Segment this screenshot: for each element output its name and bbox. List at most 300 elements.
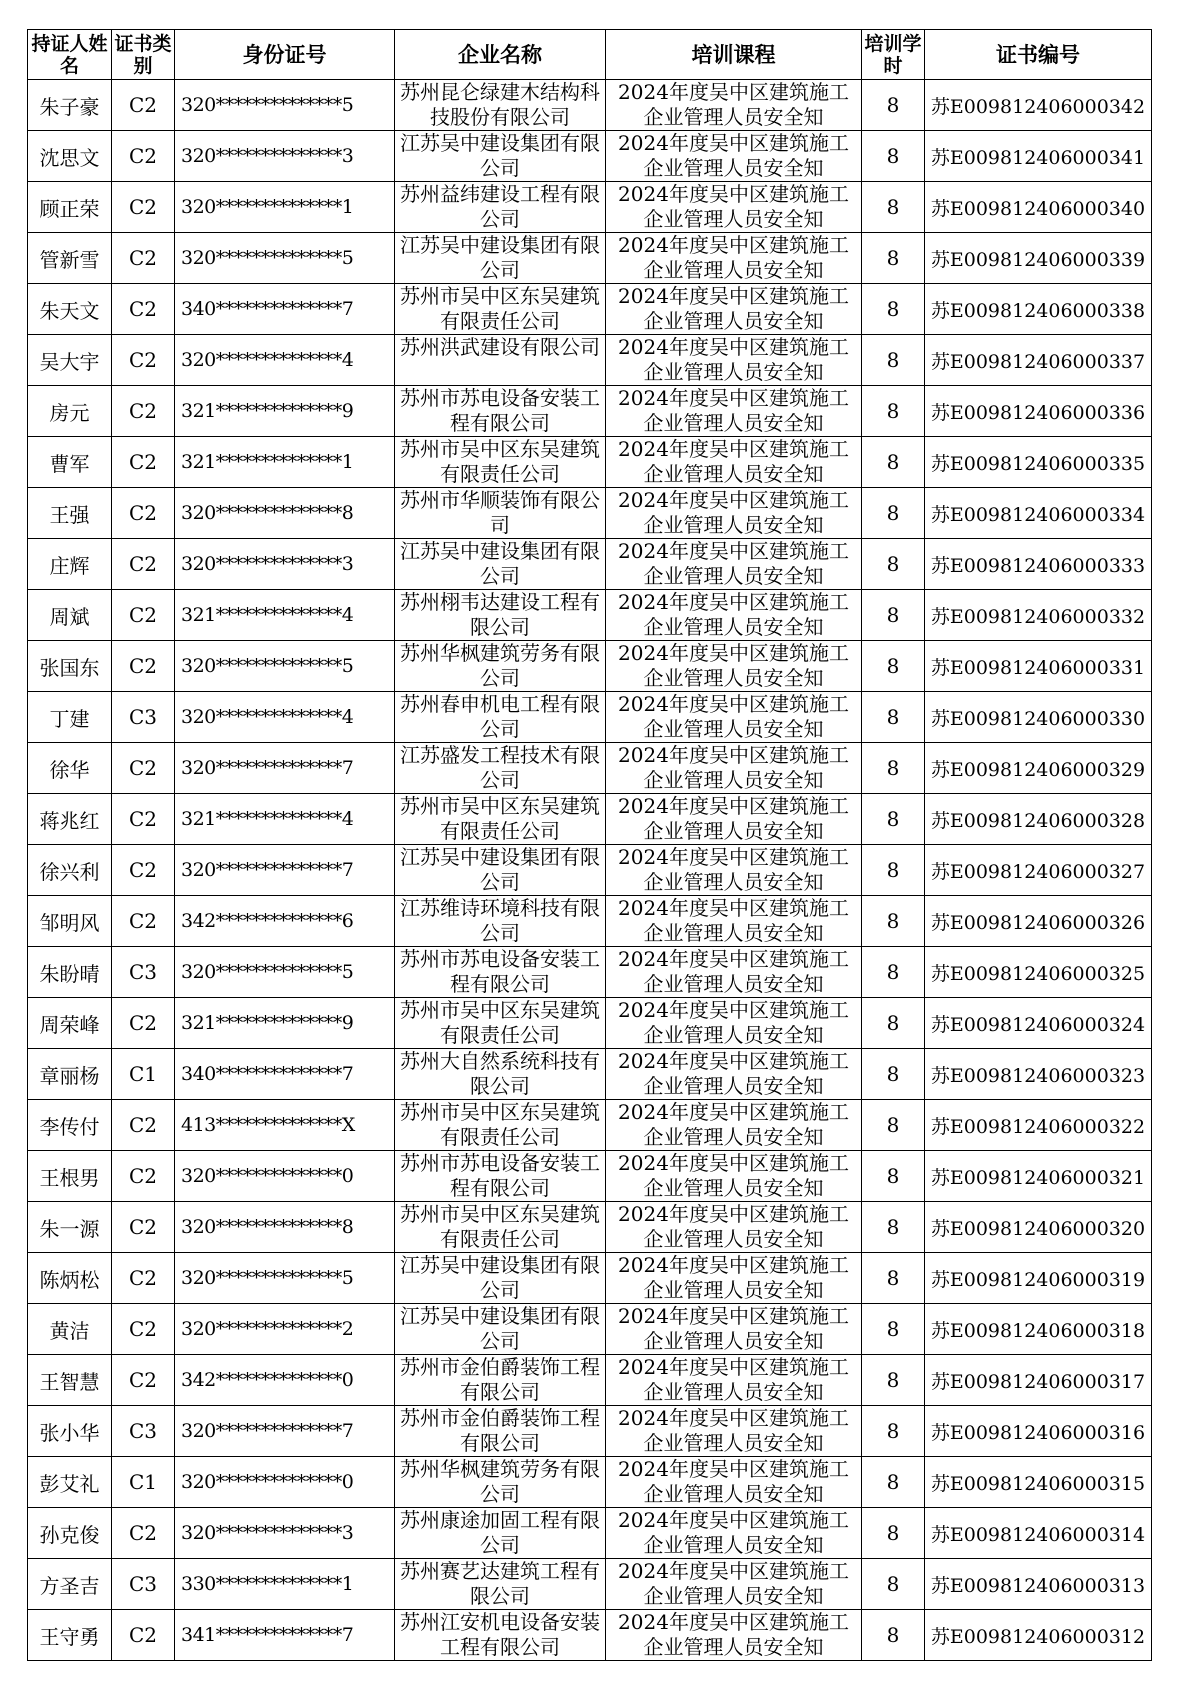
table-row bbox=[28, 1304, 1152, 1355]
cell-name: 周斌 bbox=[28, 590, 112, 641]
table-row bbox=[28, 1253, 1152, 1304]
cell-name: 顾正荣 bbox=[28, 182, 112, 233]
table-row bbox=[28, 1406, 1152, 1457]
cell-hours: 8 bbox=[862, 539, 925, 590]
cell-company-text: 苏州益纬建设工程有限公司 bbox=[400, 182, 600, 231]
cell-course bbox=[606, 1559, 862, 1610]
cell-category: C2 bbox=[112, 335, 175, 386]
cell-category: C2 bbox=[112, 641, 175, 692]
cell-company-text: 江苏吴中建设集团有限公司 bbox=[400, 1253, 600, 1302]
cell-course-text: 2024年度吴中区建筑施工企业管理人员安全知 bbox=[618, 743, 849, 792]
cell-category: C2 bbox=[112, 386, 175, 437]
cell-company bbox=[395, 539, 606, 590]
cell-hours: 8 bbox=[862, 692, 925, 743]
cell-category: C2 bbox=[112, 539, 175, 590]
cell-cert-number: 苏E009812406000324 bbox=[925, 998, 1152, 1049]
cell-course-text: 2024年度吴中区建筑施工企业管理人员安全知 bbox=[618, 641, 849, 690]
table-row bbox=[28, 488, 1152, 539]
cell-id-number: 320**************3 bbox=[175, 539, 395, 590]
cell-company bbox=[395, 1100, 606, 1151]
table-row bbox=[28, 1610, 1152, 1661]
cell-company bbox=[395, 284, 606, 335]
cell-name: 徐兴利 bbox=[28, 845, 112, 896]
cell-category: C2 bbox=[112, 1100, 175, 1151]
cell-name: 蒋兆红 bbox=[28, 794, 112, 845]
cell-course bbox=[606, 386, 862, 437]
cell-name: 章丽杨 bbox=[28, 1049, 112, 1100]
cell-company-text: 苏州市苏电设备安装工程有限公司 bbox=[400, 386, 600, 435]
cell-name: 孙克俊 bbox=[28, 1508, 112, 1559]
cell-cert-number: 苏E009812406000316 bbox=[925, 1406, 1152, 1457]
cell-category: C2 bbox=[112, 233, 175, 284]
cell-cert-number: 苏E009812406000327 bbox=[925, 845, 1152, 896]
cell-hours: 8 bbox=[862, 743, 925, 794]
header-course: 培训课程 bbox=[606, 30, 862, 80]
cell-cert-number: 苏E009812406000314 bbox=[925, 1508, 1152, 1559]
cell-name: 李传付 bbox=[28, 1100, 112, 1151]
cell-company bbox=[395, 1457, 606, 1508]
cell-company bbox=[395, 641, 606, 692]
cell-company-text: 苏州康途加固工程有限公司 bbox=[400, 1508, 600, 1557]
table-row bbox=[28, 1508, 1152, 1559]
cell-course bbox=[606, 1457, 862, 1508]
cell-course bbox=[606, 1508, 862, 1559]
cell-id-number: 321**************4 bbox=[175, 590, 395, 641]
cell-cert-number: 苏E009812406000336 bbox=[925, 386, 1152, 437]
cell-cert-number: 苏E009812406000340 bbox=[925, 182, 1152, 233]
cell-cert-number: 苏E009812406000315 bbox=[925, 1457, 1152, 1508]
cell-course-text: 2024年度吴中区建筑施工企业管理人员安全知 bbox=[618, 1559, 849, 1608]
cell-hours: 8 bbox=[862, 1406, 925, 1457]
cell-company bbox=[395, 1610, 606, 1661]
cell-name: 庄辉 bbox=[28, 539, 112, 590]
cell-course-text: 2024年度吴中区建筑施工企业管理人员安全知 bbox=[618, 1355, 849, 1404]
cell-course bbox=[606, 947, 862, 998]
cell-name: 徐华 bbox=[28, 743, 112, 794]
cell-category: C2 bbox=[112, 131, 175, 182]
cell-hours: 8 bbox=[862, 947, 925, 998]
cell-category: C1 bbox=[112, 1457, 175, 1508]
cell-id-number: 320**************2 bbox=[175, 1304, 395, 1355]
cell-name: 房元 bbox=[28, 386, 112, 437]
cell-company bbox=[395, 233, 606, 284]
cell-id-number: 340**************7 bbox=[175, 1049, 395, 1100]
cell-company bbox=[395, 386, 606, 437]
cell-hours: 8 bbox=[862, 1202, 925, 1253]
cell-company bbox=[395, 1304, 606, 1355]
header-company: 企业名称 bbox=[395, 30, 606, 80]
cell-name: 朱子豪 bbox=[28, 80, 112, 131]
cell-name: 张小华 bbox=[28, 1406, 112, 1457]
cell-company-text: 苏州华枫建筑劳务有限公司 bbox=[400, 1457, 600, 1506]
cell-cert-number: 苏E009812406000332 bbox=[925, 590, 1152, 641]
cell-hours: 8 bbox=[862, 1508, 925, 1559]
cell-id-number: 320**************4 bbox=[175, 335, 395, 386]
cell-course-text: 2024年度吴中区建筑施工企业管理人员安全知 bbox=[618, 896, 849, 945]
cell-category: C2 bbox=[112, 896, 175, 947]
cell-cert-number: 苏E009812406000328 bbox=[925, 794, 1152, 845]
cell-id-number: 320**************7 bbox=[175, 845, 395, 896]
cell-course-text: 2024年度吴中区建筑施工企业管理人员安全知 bbox=[618, 1406, 849, 1455]
cell-company bbox=[395, 845, 606, 896]
cell-company-text: 苏州市吴中区东吴建筑有限责任公司 bbox=[400, 794, 600, 843]
cell-course bbox=[606, 896, 862, 947]
cell-category: C2 bbox=[112, 488, 175, 539]
cell-category: C2 bbox=[112, 182, 175, 233]
cell-hours: 8 bbox=[862, 182, 925, 233]
cell-course-text: 2024年度吴中区建筑施工企业管理人员安全知 bbox=[618, 182, 849, 231]
cell-course-text: 2024年度吴中区建筑施工企业管理人员安全知 bbox=[618, 335, 849, 384]
cell-company bbox=[395, 896, 606, 947]
cell-course-text: 2024年度吴中区建筑施工企业管理人员安全知 bbox=[618, 539, 849, 588]
cell-name: 管新雪 bbox=[28, 233, 112, 284]
cell-cert-number: 苏E009812406000329 bbox=[925, 743, 1152, 794]
cell-company bbox=[395, 947, 606, 998]
cell-company bbox=[395, 743, 606, 794]
cell-course bbox=[606, 692, 862, 743]
table-row bbox=[28, 386, 1152, 437]
cell-company-text: 江苏吴中建设集团有限公司 bbox=[400, 539, 600, 588]
cell-hours: 8 bbox=[862, 335, 925, 386]
cell-hours: 8 bbox=[862, 998, 925, 1049]
cell-name: 邹明风 bbox=[28, 896, 112, 947]
cell-hours: 8 bbox=[862, 794, 925, 845]
cell-hours: 8 bbox=[862, 896, 925, 947]
table-row bbox=[28, 845, 1152, 896]
cell-company bbox=[395, 1151, 606, 1202]
cell-name: 朱一源 bbox=[28, 1202, 112, 1253]
cell-company bbox=[395, 1202, 606, 1253]
cell-course-text: 2024年度吴中区建筑施工企业管理人员安全知 bbox=[618, 386, 849, 435]
cell-category: C2 bbox=[112, 1202, 175, 1253]
cell-course-text: 2024年度吴中区建筑施工企业管理人员安全知 bbox=[618, 692, 849, 741]
cell-cert-number: 苏E009812406000322 bbox=[925, 1100, 1152, 1151]
cell-course bbox=[606, 437, 862, 488]
cell-id-number: 320**************5 bbox=[175, 641, 395, 692]
cell-course-text: 2024年度吴中区建筑施工企业管理人员安全知 bbox=[618, 1202, 849, 1251]
cell-course-text: 2024年度吴中区建筑施工企业管理人员安全知 bbox=[618, 80, 849, 129]
table-row bbox=[28, 131, 1152, 182]
cell-company-text: 苏州赛艺达建筑工程有限公司 bbox=[400, 1559, 600, 1608]
cell-category: C2 bbox=[112, 1304, 175, 1355]
cell-company-text: 江苏维诗环境科技有限公司 bbox=[400, 896, 600, 945]
cell-company-text: 苏州市吴中区东吴建筑有限责任公司 bbox=[400, 998, 600, 1047]
header-hours: 培训学时 bbox=[862, 30, 925, 80]
cell-company bbox=[395, 1355, 606, 1406]
cell-hours: 8 bbox=[862, 641, 925, 692]
header-category: 证书类别 bbox=[112, 30, 175, 80]
table-row bbox=[28, 1049, 1152, 1100]
cell-cert-number: 苏E009812406000326 bbox=[925, 896, 1152, 947]
cell-cert-number: 苏E009812406000317 bbox=[925, 1355, 1152, 1406]
cell-name: 丁建 bbox=[28, 692, 112, 743]
cell-id-number: 320**************0 bbox=[175, 1457, 395, 1508]
cell-course bbox=[606, 1406, 862, 1457]
cell-category: C2 bbox=[112, 284, 175, 335]
cell-id-number: 321**************4 bbox=[175, 794, 395, 845]
certificate-table bbox=[27, 29, 1152, 1661]
cell-company-text: 江苏吴中建设集团有限公司 bbox=[400, 845, 600, 894]
cell-category: C2 bbox=[112, 1253, 175, 1304]
table-row bbox=[28, 641, 1152, 692]
cell-course-text: 2024年度吴中区建筑施工企业管理人员安全知 bbox=[618, 284, 849, 333]
cell-category: C2 bbox=[112, 845, 175, 896]
cell-company-text: 江苏吴中建设集团有限公司 bbox=[400, 233, 600, 282]
cell-course-text: 2024年度吴中区建筑施工企业管理人员安全知 bbox=[618, 1049, 849, 1098]
table-row bbox=[28, 233, 1152, 284]
cell-course bbox=[606, 1355, 862, 1406]
cell-course bbox=[606, 284, 862, 335]
header-id-number: 身份证号 bbox=[175, 30, 395, 80]
cell-hours: 8 bbox=[862, 233, 925, 284]
cell-name: 吴大宇 bbox=[28, 335, 112, 386]
header-row bbox=[28, 30, 1152, 80]
cell-id-number: 330**************1 bbox=[175, 1559, 395, 1610]
cell-cert-number: 苏E009812406000321 bbox=[925, 1151, 1152, 1202]
cell-cert-number: 苏E009812406000318 bbox=[925, 1304, 1152, 1355]
cell-course bbox=[606, 1610, 862, 1661]
cell-cert-number: 苏E009812406000323 bbox=[925, 1049, 1152, 1100]
cell-category: C3 bbox=[112, 692, 175, 743]
header-cert-number: 证书编号 bbox=[925, 30, 1152, 80]
cell-id-number: 321**************9 bbox=[175, 998, 395, 1049]
cell-course-text: 2024年度吴中区建筑施工企业管理人员安全知 bbox=[618, 1457, 849, 1506]
cell-company-text: 苏州市吴中区东吴建筑有限责任公司 bbox=[400, 284, 600, 333]
cell-course bbox=[606, 590, 862, 641]
cell-company-text: 江苏吴中建设集团有限公司 bbox=[400, 1304, 600, 1353]
cell-course bbox=[606, 998, 862, 1049]
cell-course bbox=[606, 233, 862, 284]
cell-category: C2 bbox=[112, 590, 175, 641]
cell-company bbox=[395, 692, 606, 743]
cell-name: 彭艾礼 bbox=[28, 1457, 112, 1508]
table-row bbox=[28, 437, 1152, 488]
cell-hours: 8 bbox=[862, 1355, 925, 1406]
cell-category: C2 bbox=[112, 437, 175, 488]
cell-name: 王守勇 bbox=[28, 1610, 112, 1661]
cell-company bbox=[395, 998, 606, 1049]
cell-course bbox=[606, 1304, 862, 1355]
table-row bbox=[28, 1100, 1152, 1151]
cell-hours: 8 bbox=[862, 845, 925, 896]
cell-company bbox=[395, 1559, 606, 1610]
cell-company-text: 苏州市金伯爵装饰工程有限公司 bbox=[400, 1355, 600, 1404]
table-row bbox=[28, 539, 1152, 590]
cell-company-text: 江苏吴中建设集团有限公司 bbox=[400, 131, 600, 180]
cell-company bbox=[395, 335, 606, 386]
cell-category: C3 bbox=[112, 1559, 175, 1610]
table-row bbox=[28, 1559, 1152, 1610]
cell-course-text: 2024年度吴中区建筑施工企业管理人员安全知 bbox=[618, 947, 849, 996]
cell-course bbox=[606, 743, 862, 794]
table-body bbox=[28, 80, 1152, 1661]
cell-id-number: 320**************3 bbox=[175, 131, 395, 182]
table-row bbox=[28, 284, 1152, 335]
table-row bbox=[28, 1355, 1152, 1406]
cell-course bbox=[606, 539, 862, 590]
table-row bbox=[28, 896, 1152, 947]
cell-company bbox=[395, 1253, 606, 1304]
table-row bbox=[28, 335, 1152, 386]
cell-company-text: 苏州洪武建设有限公司 bbox=[400, 335, 600, 359]
cell-hours: 8 bbox=[862, 131, 925, 182]
table-row bbox=[28, 998, 1152, 1049]
cell-hours: 8 bbox=[862, 1100, 925, 1151]
cell-name: 张国东 bbox=[28, 641, 112, 692]
cell-category: C3 bbox=[112, 947, 175, 998]
cell-id-number: 320**************7 bbox=[175, 743, 395, 794]
cell-hours: 8 bbox=[862, 80, 925, 131]
cell-hours: 8 bbox=[862, 488, 925, 539]
cell-cert-number: 苏E009812406000333 bbox=[925, 539, 1152, 590]
table-header bbox=[28, 30, 1152, 80]
cell-id-number: 320**************4 bbox=[175, 692, 395, 743]
cell-course bbox=[606, 488, 862, 539]
cell-cert-number: 苏E009812406000339 bbox=[925, 233, 1152, 284]
cell-hours: 8 bbox=[862, 1253, 925, 1304]
cell-company-text: 苏州市吴中区东吴建筑有限责任公司 bbox=[400, 1100, 600, 1149]
table-row bbox=[28, 1457, 1152, 1508]
cell-category: C2 bbox=[112, 1508, 175, 1559]
cell-course bbox=[606, 794, 862, 845]
cell-category: C2 bbox=[112, 80, 175, 131]
cell-name: 王强 bbox=[28, 488, 112, 539]
cell-course-text: 2024年度吴中区建筑施工企业管理人员安全知 bbox=[618, 1253, 849, 1302]
cell-company bbox=[395, 80, 606, 131]
cell-company-text: 苏州昆仑绿建木结构科技股份有限公司 bbox=[400, 80, 600, 129]
cell-hours: 8 bbox=[862, 1049, 925, 1100]
cell-id-number: 320**************1 bbox=[175, 182, 395, 233]
cell-hours: 8 bbox=[862, 590, 925, 641]
cell-category: C3 bbox=[112, 1406, 175, 1457]
cell-course bbox=[606, 1049, 862, 1100]
cell-cert-number: 苏E009812406000312 bbox=[925, 1610, 1152, 1661]
cell-course-text: 2024年度吴中区建筑施工企业管理人员安全知 bbox=[618, 998, 849, 1047]
table-row bbox=[28, 1202, 1152, 1253]
cell-id-number: 321**************9 bbox=[175, 386, 395, 437]
cell-name: 周荣峰 bbox=[28, 998, 112, 1049]
table-row bbox=[28, 590, 1152, 641]
cell-course-text: 2024年度吴中区建筑施工企业管理人员安全知 bbox=[618, 131, 849, 180]
cell-course bbox=[606, 641, 862, 692]
cell-category: C2 bbox=[112, 998, 175, 1049]
cell-company-text: 苏州春申机电工程有限公司 bbox=[400, 692, 600, 741]
cell-category: C2 bbox=[112, 1151, 175, 1202]
cell-cert-number: 苏E009812406000338 bbox=[925, 284, 1152, 335]
cell-id-number: 341**************7 bbox=[175, 1610, 395, 1661]
cell-company-text: 江苏盛发工程技术有限公司 bbox=[400, 743, 600, 792]
cell-hours: 8 bbox=[862, 1457, 925, 1508]
cell-name: 黄洁 bbox=[28, 1304, 112, 1355]
cell-course-text: 2024年度吴中区建筑施工企业管理人员安全知 bbox=[618, 1610, 849, 1659]
cell-course-text: 2024年度吴中区建筑施工企业管理人员安全知 bbox=[618, 1508, 849, 1557]
cell-id-number: 342**************6 bbox=[175, 896, 395, 947]
cell-category: C1 bbox=[112, 1049, 175, 1100]
cell-id-number: 320**************8 bbox=[175, 1202, 395, 1253]
cell-course bbox=[606, 182, 862, 233]
cell-cert-number: 苏E009812406000342 bbox=[925, 80, 1152, 131]
cell-name: 王根男 bbox=[28, 1151, 112, 1202]
cell-id-number: 320**************7 bbox=[175, 1406, 395, 1457]
cell-course-text: 2024年度吴中区建筑施工企业管理人员安全知 bbox=[618, 1304, 849, 1353]
cell-company-text: 苏州市吴中区东吴建筑有限责任公司 bbox=[400, 1202, 600, 1251]
cell-company-text: 苏州市苏电设备安装工程有限公司 bbox=[400, 1151, 600, 1200]
cell-company bbox=[395, 182, 606, 233]
cell-course-text: 2024年度吴中区建筑施工企业管理人员安全知 bbox=[618, 437, 849, 486]
cell-course bbox=[606, 131, 862, 182]
cell-cert-number: 苏E009812406000337 bbox=[925, 335, 1152, 386]
cell-cert-number: 苏E009812406000330 bbox=[925, 692, 1152, 743]
cell-cert-number: 苏E009812406000325 bbox=[925, 947, 1152, 998]
table-row bbox=[28, 947, 1152, 998]
cell-course bbox=[606, 1151, 862, 1202]
cell-category: C2 bbox=[112, 743, 175, 794]
cell-company-text: 苏州市苏电设备安装工程有限公司 bbox=[400, 947, 600, 996]
cell-cert-number: 苏E009812406000319 bbox=[925, 1253, 1152, 1304]
cell-company-text: 苏州栩韦达建设工程有限公司 bbox=[400, 590, 600, 639]
cell-hours: 8 bbox=[862, 386, 925, 437]
cell-course-text: 2024年度吴中区建筑施工企业管理人员安全知 bbox=[618, 1151, 849, 1200]
cell-cert-number: 苏E009812406000341 bbox=[925, 131, 1152, 182]
cell-course-text: 2024年度吴中区建筑施工企业管理人员安全知 bbox=[618, 233, 849, 282]
cell-course bbox=[606, 80, 862, 131]
cell-company-text: 苏州江安机电设备安装工程有限公司 bbox=[400, 1610, 600, 1659]
cell-company bbox=[395, 437, 606, 488]
cell-company bbox=[395, 1406, 606, 1457]
cell-cert-number: 苏E009812406000335 bbox=[925, 437, 1152, 488]
cell-company bbox=[395, 1049, 606, 1100]
cell-id-number: 340**************7 bbox=[175, 284, 395, 335]
cell-id-number: 320**************5 bbox=[175, 233, 395, 284]
cell-id-number: 320**************5 bbox=[175, 80, 395, 131]
table-row bbox=[28, 1151, 1152, 1202]
cell-name: 王智慧 bbox=[28, 1355, 112, 1406]
cell-hours: 8 bbox=[862, 1559, 925, 1610]
cell-id-number: 320**************8 bbox=[175, 488, 395, 539]
cell-id-number: 321**************1 bbox=[175, 437, 395, 488]
cell-name: 曹军 bbox=[28, 437, 112, 488]
cell-hours: 8 bbox=[862, 1151, 925, 1202]
cell-course bbox=[606, 1253, 862, 1304]
table-row bbox=[28, 80, 1152, 131]
cell-company bbox=[395, 590, 606, 641]
cell-course-text: 2024年度吴中区建筑施工企业管理人员安全知 bbox=[618, 1100, 849, 1149]
cell-category: C2 bbox=[112, 794, 175, 845]
cell-id-number: 320**************3 bbox=[175, 1508, 395, 1559]
cell-course-text: 2024年度吴中区建筑施工企业管理人员安全知 bbox=[618, 845, 849, 894]
cell-course bbox=[606, 335, 862, 386]
cell-id-number: 342**************0 bbox=[175, 1355, 395, 1406]
table-row bbox=[28, 794, 1152, 845]
cell-name: 朱盼晴 bbox=[28, 947, 112, 998]
cell-cert-number: 苏E009812406000334 bbox=[925, 488, 1152, 539]
cell-course bbox=[606, 1100, 862, 1151]
cell-course bbox=[606, 845, 862, 896]
header-name: 持证人姓名 bbox=[28, 30, 112, 80]
table-row bbox=[28, 182, 1152, 233]
cell-cert-number: 苏E009812406000320 bbox=[925, 1202, 1152, 1253]
cell-company bbox=[395, 1508, 606, 1559]
cell-category: C2 bbox=[112, 1610, 175, 1661]
cell-course bbox=[606, 1202, 862, 1253]
cell-company bbox=[395, 794, 606, 845]
cell-company-text: 苏州华枫建筑劳务有限公司 bbox=[400, 641, 600, 690]
cell-company bbox=[395, 131, 606, 182]
cell-cert-number: 苏E009812406000331 bbox=[925, 641, 1152, 692]
cell-hours: 8 bbox=[862, 284, 925, 335]
table-row bbox=[28, 692, 1152, 743]
cell-name: 方圣吉 bbox=[28, 1559, 112, 1610]
